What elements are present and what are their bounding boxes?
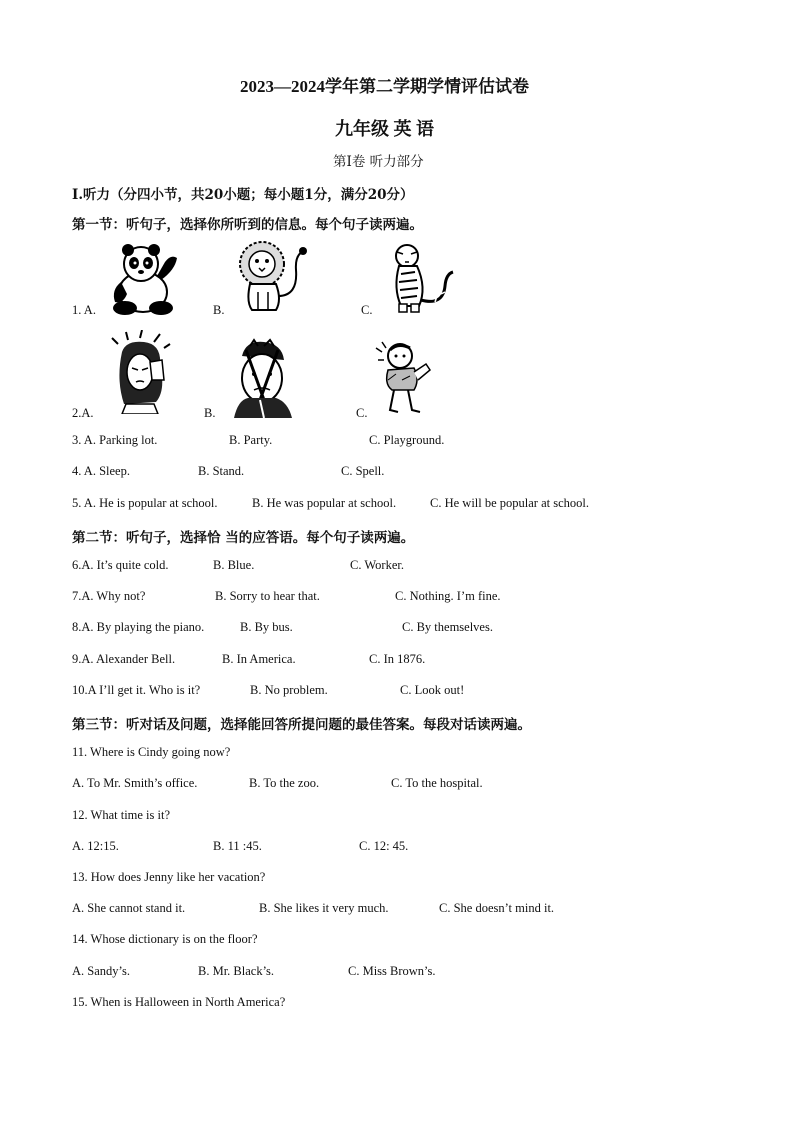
exam-subtitle: 九年级 英 语	[335, 119, 434, 139]
part-heading: 第Ⅰ卷 听力部分	[333, 154, 424, 170]
q4-option-c: C. Spell.	[341, 464, 385, 478]
q13-question: 13. How does Jenny like her vacation?	[72, 870, 266, 884]
q12-option-a: A. 12:15.	[72, 839, 119, 853]
q11-option-b: B. To the zoo.	[249, 776, 320, 790]
q14-question: 14. Whose dictionary is on the floor?	[72, 932, 258, 946]
q13-option-c: C. She doesn’t mind it.	[439, 901, 555, 915]
q3-option-b: B. Party.	[229, 433, 273, 447]
q3-option-c: C. Playground.	[369, 433, 445, 447]
q7-option-c: C. Nothing. I’m fine.	[395, 589, 501, 603]
q6-option-a: 6.A. It’s quite cold.	[72, 558, 169, 572]
q1-option-b-label: B.	[213, 303, 225, 317]
q10-option-b: B. No problem.	[250, 683, 328, 697]
section1-heading: 第一节：听句子，选择你所听到的信息。每个句子读两遍。	[72, 217, 423, 233]
section3-heading: 第三节：听对话及问题，选择能回答所提问题的最佳答案。每段对话读两遍。	[72, 717, 531, 733]
q4-option-a: 4. A. Sleep.	[72, 464, 130, 478]
q15-question: 15. When is Halloween in North America?	[72, 995, 286, 1009]
q12-option-b: B. 11 :45.	[213, 839, 262, 853]
q1-option-a-label: 1. A.	[72, 303, 96, 317]
exam-title: 2023—2024学年第二学期学情评估试卷	[240, 77, 529, 96]
lion-image	[232, 240, 312, 316]
q14-option-b: B. Mr. Black’s.	[198, 964, 275, 978]
q2-option-a-label: 2.A.	[72, 406, 94, 420]
q7-option-a: 7.A. Why not?	[72, 589, 146, 603]
q7-option-b: B. Sorry to hear that.	[215, 589, 320, 603]
q9-option-b: B. In America.	[222, 652, 296, 666]
q5-option-c: C. He will be popular at school.	[430, 496, 589, 510]
headache-woman-image	[108, 330, 178, 414]
q5-option-b: B. He was popular at school.	[252, 496, 397, 510]
q10-option-a: 10.A I’ll get it. Who is it?	[72, 683, 201, 697]
q8-option-a: 8.A. By playing the piano.	[72, 620, 205, 634]
q14-option-a: A. Sandy’s.	[72, 964, 130, 978]
panda-image	[105, 242, 185, 316]
section-main-heading: Ⅰ.听力（分四小节，共20小题；每小题1分，满分20分）	[72, 187, 414, 203]
toothache-man-image	[224, 338, 300, 418]
q5-option-a: 5. A. He is popular at school.	[72, 496, 218, 510]
q2-option-b-label: B.	[204, 406, 216, 420]
tiger-image	[383, 242, 459, 316]
q1-option-c-label: C.	[361, 303, 373, 317]
q13-option-a: A. She cannot stand it.	[72, 901, 186, 915]
q11-option-a: A. To Mr. Smith’s office.	[72, 776, 198, 790]
q9-option-a: 9.A. Alexander Bell.	[72, 652, 176, 666]
q12-option-c: C. 12: 45.	[359, 839, 409, 853]
q12-question: 12. What time is it?	[72, 808, 171, 822]
q14-option-c: C. Miss Brown’s.	[348, 964, 436, 978]
q8-option-c: C. By themselves.	[402, 620, 493, 634]
q6-option-c: C. Worker.	[350, 558, 404, 572]
section2-heading: 第二节：听句子，选择恰 当的应答语。每个句子读两遍。	[72, 530, 415, 546]
q9-option-c: C. In 1876.	[369, 652, 426, 666]
q2-option-c-label: C.	[356, 406, 368, 420]
cold-man-image	[374, 340, 436, 416]
q8-option-b: B. By bus.	[240, 620, 293, 634]
q4-option-b: B. Stand.	[198, 464, 245, 478]
q6-option-b: B. Blue.	[213, 558, 255, 572]
q13-option-b: B. She likes it very much.	[259, 901, 389, 915]
q3-option-a: 3. A. Parking lot.	[72, 433, 158, 447]
q11-question: 11. Where is Cindy going now?	[72, 745, 231, 759]
q11-option-c: C. To the hospital.	[391, 776, 483, 790]
q10-option-c: C. Look out!	[400, 683, 465, 697]
